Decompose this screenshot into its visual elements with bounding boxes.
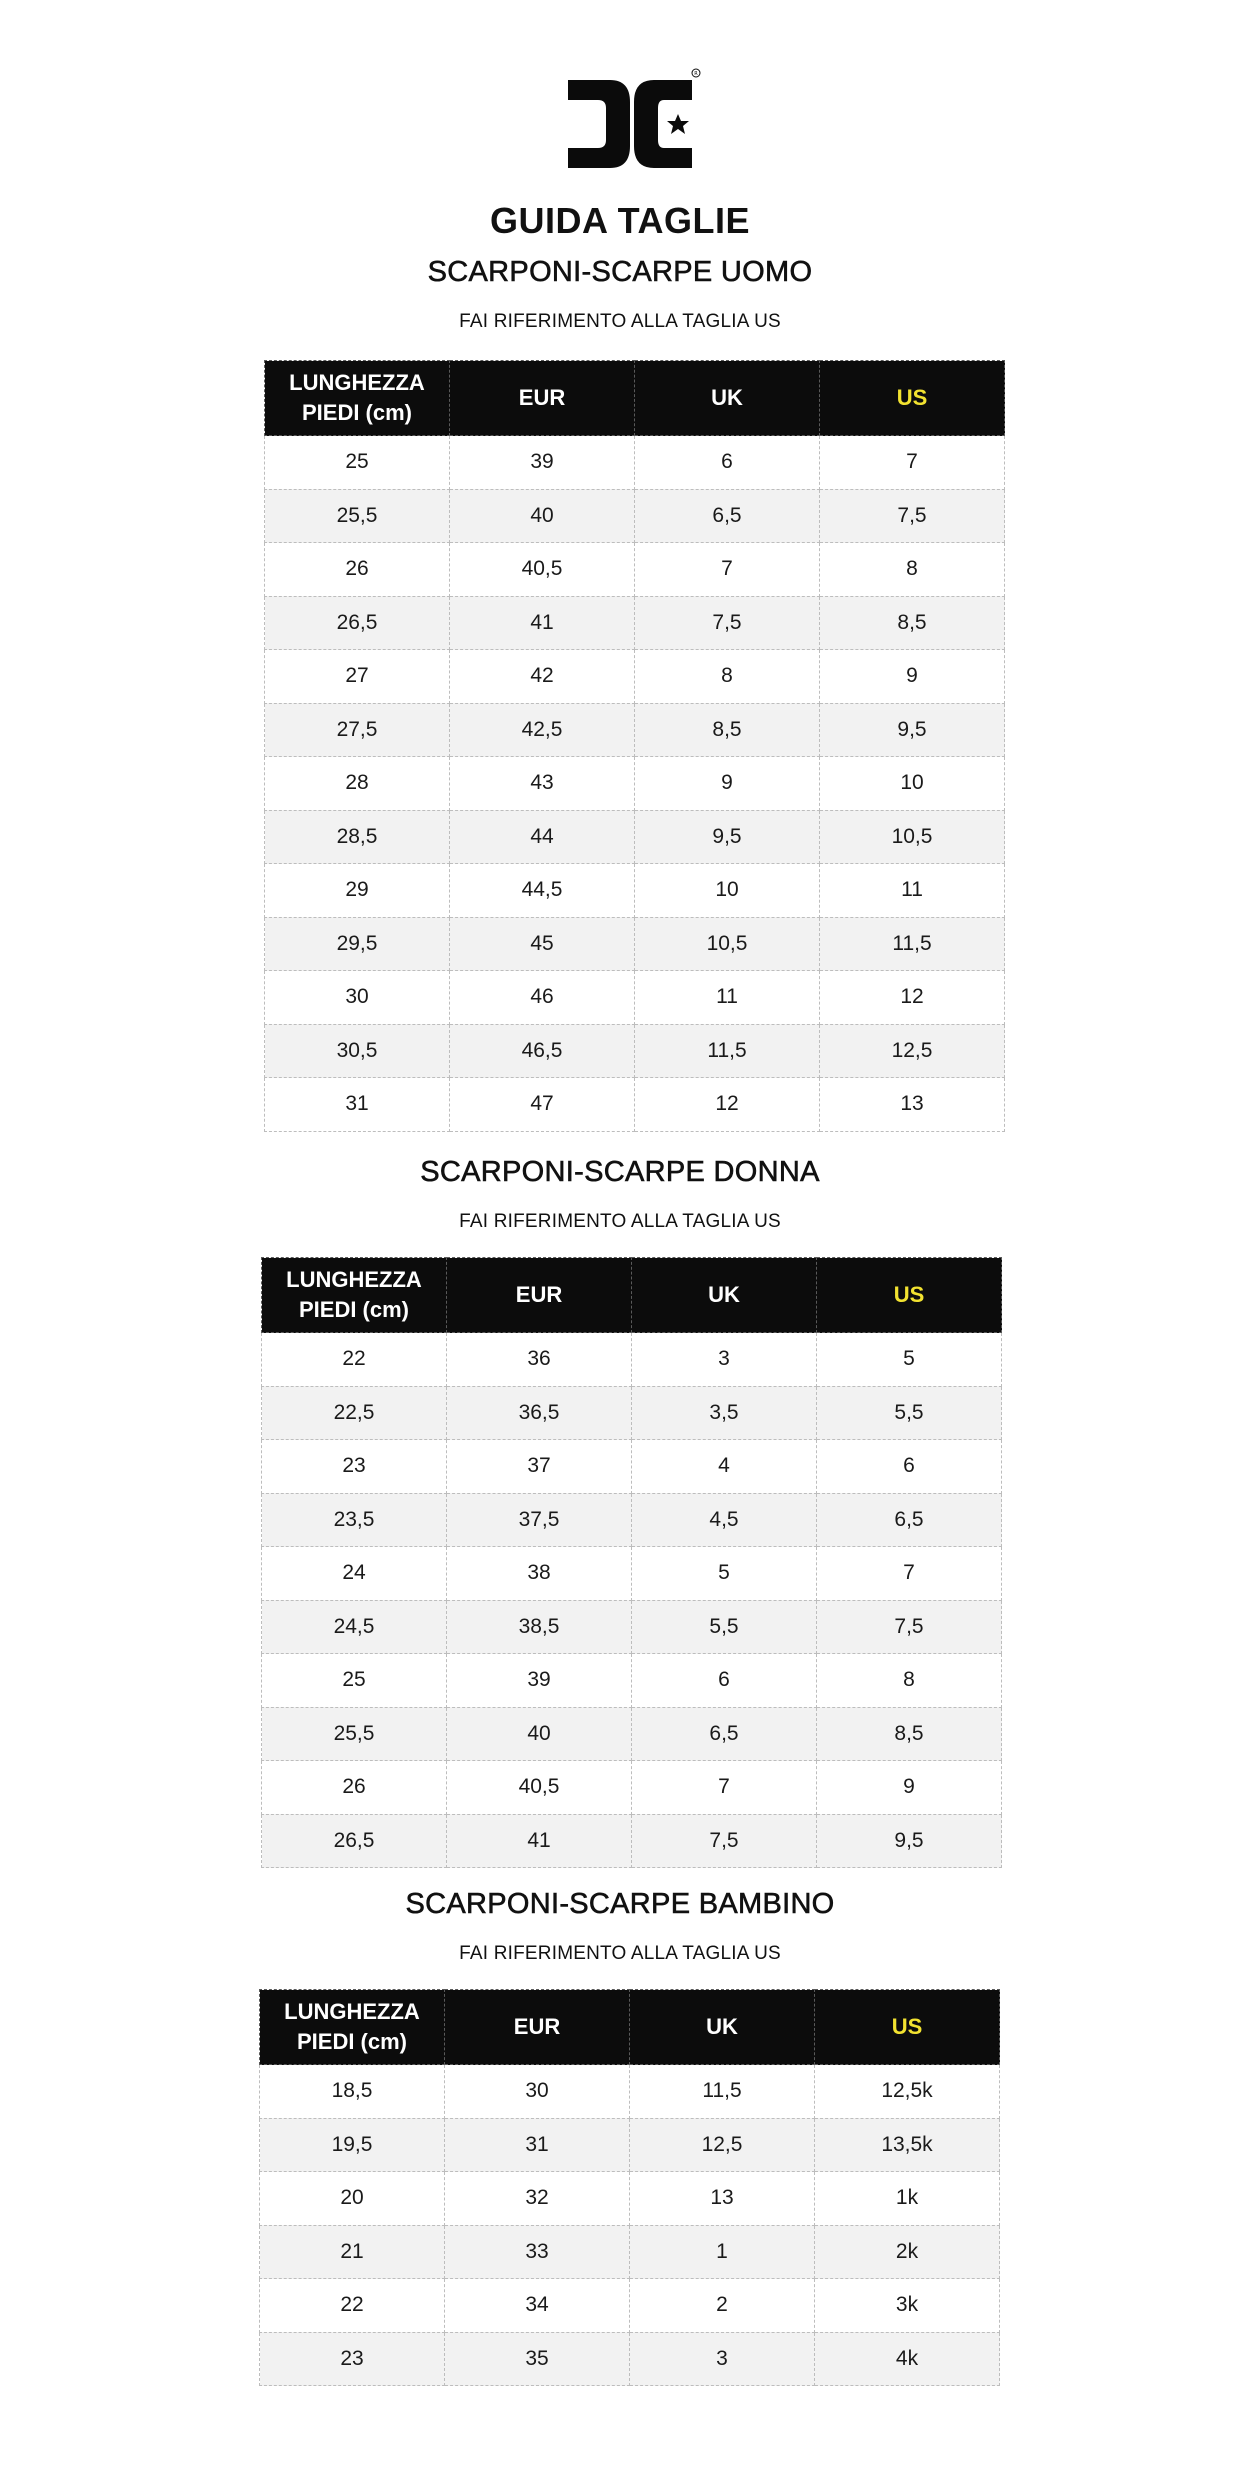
cell-us: 8 [820,543,1005,597]
cell-eur: 37 [447,1440,632,1494]
header-uk: UK [635,361,820,436]
cell-length: 26,5 [262,1814,447,1868]
cell-uk: 6,5 [635,489,820,543]
cell-uk: 7 [632,1761,817,1815]
cell-eur: 35 [445,2332,630,2386]
cell-us: 13,5k [815,2118,1000,2172]
cell-uk: 5 [632,1547,817,1601]
table-row [265,971,1005,1025]
cell-us: 10,5 [820,810,1005,864]
cell-length: 31 [265,1078,450,1132]
cell-eur: 42,5 [450,703,635,757]
cell-length: 21 [260,2225,445,2279]
cell-eur: 38,5 [447,1600,632,1654]
cell-length: 26,5 [265,596,450,650]
cell-uk: 9 [635,757,820,811]
cell-eur: 46,5 [450,1024,635,1078]
cell-length: 28 [265,757,450,811]
cell-uk: 7 [635,543,820,597]
cell-us: 6 [817,1440,1002,1494]
section-subtitle: FAI RIFERIMENTO ALLA TAGLIA US [459,1943,781,1964]
cell-length: 23 [262,1440,447,1494]
cell-eur: 31 [445,2118,630,2172]
header-length: LUNGHEZZA PIEDI (cm) [262,1258,447,1333]
cell-us: 8 [817,1654,1002,1708]
cell-us: 13 [820,1078,1005,1132]
cell-length: 22 [260,2279,445,2333]
cell-us: 9,5 [820,703,1005,757]
cell-uk: 4 [632,1440,817,1494]
table-row [262,1386,1002,1440]
cell-length: 20 [260,2172,445,2226]
cell-us: 11 [820,864,1005,918]
size-table-uomo [264,360,1005,1132]
table-row [260,2332,1000,2386]
cell-eur: 38 [447,1547,632,1601]
cell-uk: 10,5 [635,917,820,971]
cell-us: 7,5 [820,489,1005,543]
header-eur: EUR [450,361,635,436]
cell-length: 18,5 [260,2065,445,2119]
cell-eur: 40,5 [447,1761,632,1815]
cell-us: 7 [817,1547,1002,1601]
cell-length: 28,5 [265,810,450,864]
cell-us: 3k [815,2279,1000,2333]
cell-uk: 10 [635,864,820,918]
cell-eur: 42 [450,650,635,704]
cell-eur: 40 [450,489,635,543]
cell-length: 23,5 [262,1493,447,1547]
cell-us: 6,5 [817,1493,1002,1547]
cell-us: 11,5 [820,917,1005,971]
cell-length: 27,5 [265,703,450,757]
svg-text:R: R [694,71,698,77]
cell-uk: 6,5 [632,1707,817,1761]
cell-us: 8,5 [817,1707,1002,1761]
cell-us: 5 [817,1333,1002,1387]
table-row [265,757,1005,811]
cell-uk: 8 [635,650,820,704]
table-row [260,2172,1000,2226]
table-row [260,2118,1000,2172]
cell-us: 9 [817,1761,1002,1815]
cell-eur: 30 [445,2065,630,2119]
cell-uk: 11,5 [630,2065,815,2119]
table-row [265,864,1005,918]
table-row [262,1654,1002,1708]
cell-eur: 41 [450,596,635,650]
cell-eur: 32 [445,2172,630,2226]
table-row [265,543,1005,597]
header-uk: UK [630,1990,815,2065]
cell-eur: 41 [447,1814,632,1868]
cell-us: 12,5 [820,1024,1005,1078]
cell-eur: 37,5 [447,1493,632,1547]
cell-length: 22,5 [262,1386,447,1440]
page-title: GUIDA TAGLIE [490,200,750,241]
cell-us: 8,5 [820,596,1005,650]
size-table-donna [261,1257,1002,1868]
table-row [262,1761,1002,1815]
table-row [260,2279,1000,2333]
cell-uk: 7,5 [632,1814,817,1868]
cell-eur: 36,5 [447,1386,632,1440]
cell-us: 1k [815,2172,1000,2226]
cell-eur: 40,5 [450,543,635,597]
cell-length: 25,5 [265,489,450,543]
header-us: US [820,361,1005,436]
section-subtitle: FAI RIFERIMENTO ALLA TAGLIA US [459,311,781,332]
table-row [262,1333,1002,1387]
cell-length: 30 [265,971,450,1025]
cell-us: 4k [815,2332,1000,2386]
cell-us: 10 [820,757,1005,811]
cell-length: 23 [260,2332,445,2386]
table-row [265,436,1005,490]
cell-us: 12,5k [815,2065,1000,2119]
size-table-bambino [259,1989,1000,2386]
header-uk: UK [632,1258,817,1333]
header-length: LUNGHEZZA PIEDI (cm) [260,1990,445,2065]
table-row [262,1600,1002,1654]
header-us: US [817,1258,1002,1333]
cell-length: 29,5 [265,917,450,971]
header-length: LUNGHEZZA PIEDI (cm) [265,361,450,436]
cell-us: 7 [820,436,1005,490]
cell-uk: 3 [630,2332,815,2386]
table-row [265,596,1005,650]
cell-eur: 45 [450,917,635,971]
cell-length: 25 [262,1654,447,1708]
cell-uk: 6 [632,1654,817,1708]
cell-uk: 3,5 [632,1386,817,1440]
cell-length: 26 [265,543,450,597]
cell-length: 30,5 [265,1024,450,1078]
cell-uk: 3 [632,1333,817,1387]
header-row [262,1258,1002,1333]
cell-length: 25,5 [262,1707,447,1761]
table-row [262,1493,1002,1547]
table-row [262,1707,1002,1761]
table-row [265,810,1005,864]
table-row [262,1440,1002,1494]
cell-eur: 33 [445,2225,630,2279]
cell-uk: 1 [630,2225,815,2279]
cell-us: 12 [820,971,1005,1025]
cell-eur: 39 [447,1654,632,1708]
cell-uk: 6 [635,436,820,490]
dc-logo-icon [566,68,702,180]
table-row [265,1078,1005,1132]
table-row [265,703,1005,757]
cell-eur: 39 [450,436,635,490]
cell-eur: 44,5 [450,864,635,918]
cell-length: 27 [265,650,450,704]
table-row [265,489,1005,543]
section-uomo [0,254,1240,334]
cell-eur: 44 [450,810,635,864]
cell-length: 19,5 [260,2118,445,2172]
table-row [262,1814,1002,1868]
cell-uk: 12 [635,1078,820,1132]
cell-eur: 36 [447,1333,632,1387]
cell-us: 5,5 [817,1386,1002,1440]
header-eur: EUR [447,1258,632,1333]
table-row [265,917,1005,971]
cell-length: 29 [265,864,450,918]
header-eur: EUR [445,1990,630,2065]
section-title: SCARPONI-SCARPE BAMBINO [405,1888,835,1920]
cell-uk: 12,5 [630,2118,815,2172]
table-row [260,2065,1000,2119]
cell-uk: 4,5 [632,1493,817,1547]
cell-length: 25 [265,436,450,490]
table-row [265,1024,1005,1078]
cell-length: 24,5 [262,1600,447,1654]
header-row [265,361,1005,436]
cell-length: 26 [262,1761,447,1815]
table-row [265,650,1005,704]
section-title: SCARPONI-SCARPE UOMO [427,256,813,288]
cell-eur: 46 [450,971,635,1025]
table-row [260,2225,1000,2279]
cell-length: 24 [262,1547,447,1601]
cell-uk: 9,5 [635,810,820,864]
section-donna [0,1154,1240,1234]
cell-uk: 11,5 [635,1024,820,1078]
cell-uk: 5,5 [632,1600,817,1654]
header-us: US [815,1990,1000,2065]
cell-uk: 13 [630,2172,815,2226]
cell-uk: 7,5 [635,596,820,650]
cell-uk: 8,5 [635,703,820,757]
cell-length: 22 [262,1333,447,1387]
section-title: SCARPONI-SCARPE DONNA [420,1156,820,1188]
header-row [260,1990,1000,2065]
cell-us: 2k [815,2225,1000,2279]
section-bambino [0,1886,1240,1966]
cell-eur: 34 [445,2279,630,2333]
cell-eur: 40 [447,1707,632,1761]
cell-uk: 2 [630,2279,815,2333]
cell-us: 9,5 [817,1814,1002,1868]
cell-eur: 47 [450,1078,635,1132]
section-subtitle: FAI RIFERIMENTO ALLA TAGLIA US [459,1211,781,1232]
cell-uk: 11 [635,971,820,1025]
table-row [262,1547,1002,1601]
cell-us: 9 [820,650,1005,704]
cell-eur: 43 [450,757,635,811]
cell-us: 7,5 [817,1600,1002,1654]
